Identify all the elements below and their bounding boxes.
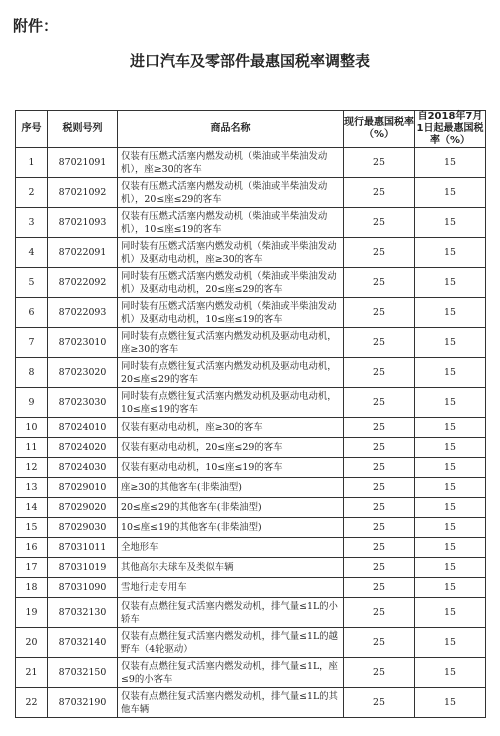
cell-product-name: 仅装有压燃式活塞内燃发动机（柴油或半柴油发动机），20≤座≤29的客车: [118, 178, 344, 208]
cell-current-rate: 25: [344, 208, 415, 238]
cell-row-number: 4: [16, 238, 48, 268]
cell-product-name: 同时装有压燃式活塞内燃发动机（柴油或半柴油发动机）及驱动电动机，20≤座≤29的客车: [118, 268, 344, 298]
cell-tariff-code: 87021091: [48, 148, 118, 178]
cell-product-name: 同时装有点燃往复式活塞内燃发动机及驱动电动机，10≤座≤19的客车: [118, 388, 344, 418]
table-row: [16, 388, 486, 418]
cell-tariff-code: 87021093: [48, 208, 118, 238]
cell-row-number: 7: [16, 328, 48, 358]
cell-current-rate: 25: [344, 148, 415, 178]
cell-product-name: 雪地行走专用车: [118, 578, 344, 598]
cell-new-rate: 15: [415, 458, 486, 478]
cell-current-rate: 25: [344, 518, 415, 538]
cell-row-number: 21: [16, 658, 48, 688]
cell-tariff-code: 87032190: [48, 688, 118, 718]
cell-row-number: 6: [16, 298, 48, 328]
cell-row-number: 22: [16, 688, 48, 718]
cell-row-number: 18: [16, 578, 48, 598]
cell-tariff-code: 87024020: [48, 438, 118, 458]
cell-row-number: 5: [16, 268, 48, 298]
cell-current-rate: 25: [344, 178, 415, 208]
cell-product-name: 全地形车: [118, 538, 344, 558]
cell-product-name: 座≥30的其他客车(非柴油型): [118, 478, 344, 498]
cell-tariff-code: 87022091: [48, 238, 118, 268]
cell-new-rate: 15: [415, 438, 486, 458]
cell-current-rate: 25: [344, 478, 415, 498]
cell-product-name: 仅装有压燃式活塞内燃发动机（柴油或半柴油发动机），10≤座≤19的客车: [118, 208, 344, 238]
cell-new-rate: 15: [415, 328, 486, 358]
cell-product-name: 仅装有点燃往复式活塞内燃发动机，排气量≤1L的其他车辆: [118, 688, 344, 718]
table-row: [16, 328, 486, 358]
cell-tariff-code: 87024030: [48, 458, 118, 478]
cell-current-rate: 25: [344, 328, 415, 358]
cell-row-number: 9: [16, 388, 48, 418]
cell-new-rate: 15: [415, 628, 486, 658]
cell-row-number: 3: [16, 208, 48, 238]
cell-current-rate: 25: [344, 538, 415, 558]
table-row: [16, 178, 486, 208]
table-row: [16, 148, 486, 178]
cell-row-number: 8: [16, 358, 48, 388]
cell-row-number: 19: [16, 598, 48, 628]
cell-current-rate: 25: [344, 578, 415, 598]
cell-current-rate: 25: [344, 688, 415, 718]
table-row: [16, 208, 486, 238]
cell-tariff-code: 87023010: [48, 328, 118, 358]
table-row: [16, 498, 486, 518]
column-header-code: 税则号列: [48, 111, 118, 148]
cell-product-name: 仅装有点燃往复式活塞内燃发动机，排气量≤1L的小轿车: [118, 598, 344, 628]
cell-tariff-code: 87032140: [48, 628, 118, 658]
table-row: [16, 578, 486, 598]
cell-tariff-code: 87032150: [48, 658, 118, 688]
cell-current-rate: 25: [344, 458, 415, 478]
cell-row-number: 2: [16, 178, 48, 208]
document-title: 进口汽车及零部件最惠国税率调整表: [129, 52, 370, 70]
cell-new-rate: 15: [415, 208, 486, 238]
cell-product-name: 仅装有压燃式活塞内燃发动机（柴油或半柴油发动机），座≥30的客车: [118, 148, 344, 178]
cell-new-rate: 15: [415, 418, 486, 438]
table-row: [16, 298, 486, 328]
table-row: [16, 478, 486, 498]
cell-tariff-code: 87031011: [48, 538, 118, 558]
table-row: [16, 518, 486, 538]
cell-current-rate: 25: [344, 658, 415, 688]
cell-row-number: 10: [16, 418, 48, 438]
table-row: [16, 558, 486, 578]
table-row: [16, 268, 486, 298]
table-row: [16, 458, 486, 478]
table-row: [16, 628, 486, 658]
cell-current-rate: 25: [344, 498, 415, 518]
cell-product-name: 仅装有点燃往复式活塞内燃发动机，排气量≤1L，座≤9的小客车: [118, 658, 344, 688]
cell-new-rate: 15: [415, 658, 486, 688]
cell-product-name: 同时装有压燃式活塞内燃发动机（柴油或半柴油发动机）及驱动电动机，10≤座≤19的客车: [118, 298, 344, 328]
table-row: [16, 418, 486, 438]
cell-new-rate: 15: [415, 498, 486, 518]
tariff-table: [15, 110, 486, 718]
cell-tariff-code: 87023020: [48, 358, 118, 388]
cell-row-number: 1: [16, 148, 48, 178]
cell-row-number: 13: [16, 478, 48, 498]
cell-tariff-code: 87023030: [48, 388, 118, 418]
cell-new-rate: 15: [415, 688, 486, 718]
cell-current-rate: 25: [344, 268, 415, 298]
table-row: [16, 688, 486, 718]
cell-tariff-code: 87024010: [48, 418, 118, 438]
cell-tariff-code: 87031090: [48, 578, 118, 598]
cell-row-number: 17: [16, 558, 48, 578]
cell-current-rate: 25: [344, 358, 415, 388]
cell-product-name: 仅装有点燃往复式活塞内燃发动机，排气量≤1L的越野车（4轮驱动）: [118, 628, 344, 658]
cell-tariff-code: 87022092: [48, 268, 118, 298]
cell-tariff-code: 87032130: [48, 598, 118, 628]
cell-row-number: 20: [16, 628, 48, 658]
cell-current-rate: 25: [344, 628, 415, 658]
column-header-no: 序号: [16, 111, 48, 148]
table-row: [16, 598, 486, 628]
column-header-current-rate: 现行最惠国税率（%）: [344, 111, 415, 148]
cell-new-rate: 15: [415, 238, 486, 268]
cell-product-name: 20≤座≤29的其他客车(非柴油型): [118, 498, 344, 518]
cell-tariff-code: 87031019: [48, 558, 118, 578]
cell-row-number: 15: [16, 518, 48, 538]
cell-new-rate: 15: [415, 358, 486, 388]
cell-product-name: 仅装有驱动电动机，20≤座≤29的客车: [118, 438, 344, 458]
cell-row-number: 16: [16, 538, 48, 558]
cell-new-rate: 15: [415, 558, 486, 578]
table-header-row: [16, 111, 486, 148]
cell-tariff-code: 87029030: [48, 518, 118, 538]
cell-tariff-code: 87029020: [48, 498, 118, 518]
column-header-new-rate: 自2018年7月1日起最惠国税率（%）: [415, 111, 486, 148]
cell-current-rate: 25: [344, 388, 415, 418]
cell-product-name: 仅装有驱动电动机，10≤座≤19的客车: [118, 458, 344, 478]
cell-row-number: 12: [16, 458, 48, 478]
cell-current-rate: 25: [344, 438, 415, 458]
table-row: [16, 438, 486, 458]
cell-product-name: 同时装有压燃式活塞内燃发动机（柴油或半柴油发动机）及驱动电动机，座≥30的客车: [118, 238, 344, 268]
cell-new-rate: 15: [415, 388, 486, 418]
cell-new-rate: 15: [415, 298, 486, 328]
cell-current-rate: 25: [344, 238, 415, 268]
cell-new-rate: 15: [415, 518, 486, 538]
table-row: [16, 358, 486, 388]
cell-row-number: 11: [16, 438, 48, 458]
cell-current-rate: 25: [344, 558, 415, 578]
cell-product-name: 10≤座≤19的其他客车(非柴油型): [118, 518, 344, 538]
cell-new-rate: 15: [415, 178, 486, 208]
cell-new-rate: 15: [415, 268, 486, 298]
cell-row-number: 14: [16, 498, 48, 518]
cell-product-name: 同时装有点燃往复式活塞内燃发动机及驱动电动机，20≤座≤29的客车: [118, 358, 344, 388]
cell-product-name: 同时装有点燃往复式活塞内燃发动机及驱动电动机，座≥30的客车: [118, 328, 344, 358]
attachment-label: 附件：: [13, 17, 59, 35]
table-row: [16, 538, 486, 558]
cell-new-rate: 15: [415, 148, 486, 178]
table-row: [16, 238, 486, 268]
cell-tariff-code: 87029010: [48, 478, 118, 498]
cell-current-rate: 25: [344, 598, 415, 628]
cell-new-rate: 15: [415, 478, 486, 498]
column-header-name: 商品名称: [118, 111, 344, 148]
cell-product-name: 其他高尔夫球车及类似车辆: [118, 558, 344, 578]
cell-current-rate: 25: [344, 418, 415, 438]
cell-tariff-code: 87021092: [48, 178, 118, 208]
cell-new-rate: 15: [415, 578, 486, 598]
table-row: [16, 658, 486, 688]
cell-current-rate: 25: [344, 298, 415, 328]
cell-new-rate: 15: [415, 598, 486, 628]
cell-new-rate: 15: [415, 538, 486, 558]
cell-product-name: 仅装有驱动电动机，座≥30的客车: [118, 418, 344, 438]
cell-tariff-code: 87022093: [48, 298, 118, 328]
